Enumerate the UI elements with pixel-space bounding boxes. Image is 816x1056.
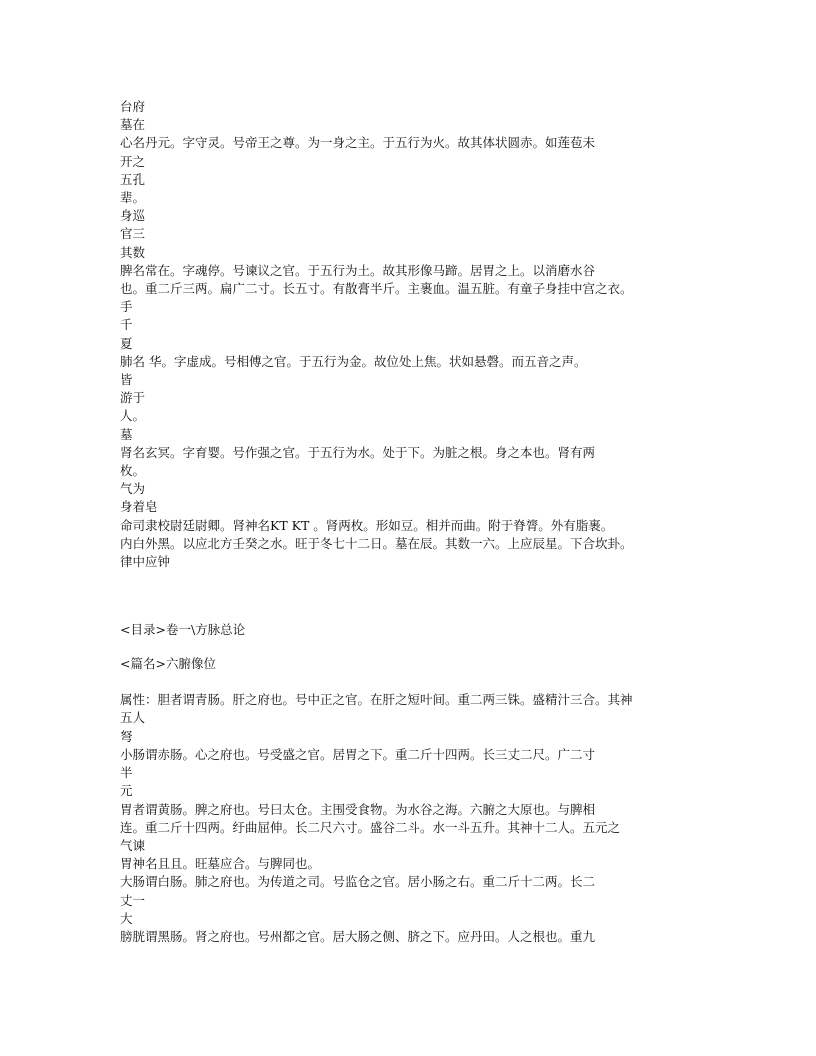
text-line: 内白外黑。以应北方壬癸之水。旺于冬七十二日。墓在辰。其数一六。上应辰星。下合坎卦。: [120, 535, 633, 551]
text-line: 墓在: [120, 117, 146, 133]
text-line: 五人: [120, 710, 146, 726]
text-line: 枚。: [120, 463, 146, 479]
text-line: 弩: [120, 728, 133, 744]
text-line: 属性：胆者谓青肠。肝之府也。号中正之官。在肝之短叶间。重二两三铢。盛精汁三合。其神: [120, 692, 633, 708]
text-line: 身着皂: [120, 499, 158, 515]
text-line: 半: [120, 765, 133, 781]
catalog-heading: <目录>卷一\方脉总论: [120, 622, 246, 638]
text-line: 胃神名且且。旺墓应合。与脾同也。: [120, 856, 321, 872]
text-line: 辈。: [120, 190, 146, 206]
text-line: 开之: [120, 153, 146, 169]
text-line: 游于: [120, 390, 146, 406]
text-line: 也。重二斤三两。扁广二寸。长五寸。有散膏半斤。主裹血。温五脏。有童子身挂中宫之衣。: [120, 281, 633, 297]
document-page: [120, 98, 720, 946]
text-line: 气为: [120, 481, 146, 497]
text-line: 大肠谓白肠。肺之府也。为传道之司。号监仓之官。居小肠之右。重二斤十二两。长二: [120, 874, 596, 890]
text-line: 其数: [120, 244, 146, 260]
text-line: 膀胱谓黑肠。肾之府也。号州都之官。居大肠之侧、脐之下。应丹田。人之根也。重九: [120, 928, 596, 944]
text-line: 千: [120, 317, 133, 333]
text-line: 心名丹元。字守灵。号帝王之尊。为一身之主。于五行为火。故其体状圆赤。如莲苞未: [120, 135, 596, 151]
text-line: 手: [120, 299, 133, 315]
text-line: 墓: [120, 426, 133, 442]
text-line: 脾名常在。字魂停。号谏议之官。于五行为土。故其形像马蹄。居胃之上。以消磨水谷: [120, 262, 596, 278]
text-line: 胃者谓黄肠。脾之府也。号曰太仓。主围受食物。为水谷之海。六腑之大原也。与脾相: [120, 801, 596, 817]
text-line: 夏: [120, 335, 133, 351]
text-line: 小肠谓赤肠。心之府也。号受盛之官。居胃之下。重二斤十四两。长三丈二尺。广二寸: [120, 746, 596, 762]
text-line: 连。重二斤十四两。纡曲屈伸。长二尺六寸。盛谷二斗。水一斗五升。其神十二人。五元之: [120, 819, 621, 835]
text-line: 律中应钟: [120, 554, 171, 570]
text-line: 人。: [120, 408, 146, 424]
text-line: 元: [120, 783, 133, 799]
text-block-five-viscera: [120, 98, 720, 571]
section-title: <篇名>六腑像位: [120, 656, 216, 672]
text-block-six-bowels: [120, 691, 720, 946]
text-line: 命司隶校尉廷尉卿。肾神名KT KT 。肾两枚。形如豆。相并而曲。附于脊膂。外有脂裹。: [120, 517, 614, 533]
text-line: 丈一: [120, 892, 146, 908]
text-line: 气谏: [120, 837, 146, 853]
text-line: 肺名 华。字虚成。号相傅之官。于五行为金。故位处上焦。状如悬磬。而五音之声。: [120, 353, 587, 369]
text-line: 大: [120, 910, 133, 926]
text-line: 官三: [120, 226, 146, 242]
text-line: 台府: [120, 99, 146, 114]
text-line: 皆: [120, 372, 133, 388]
text-line: 五孔: [120, 171, 146, 187]
text-line: 肾名玄冥。字育婴。号作强之官。于五行为水。处于下。为脏之根。身之本也。肾有两: [120, 444, 596, 460]
text-line: 身巡: [120, 208, 146, 224]
